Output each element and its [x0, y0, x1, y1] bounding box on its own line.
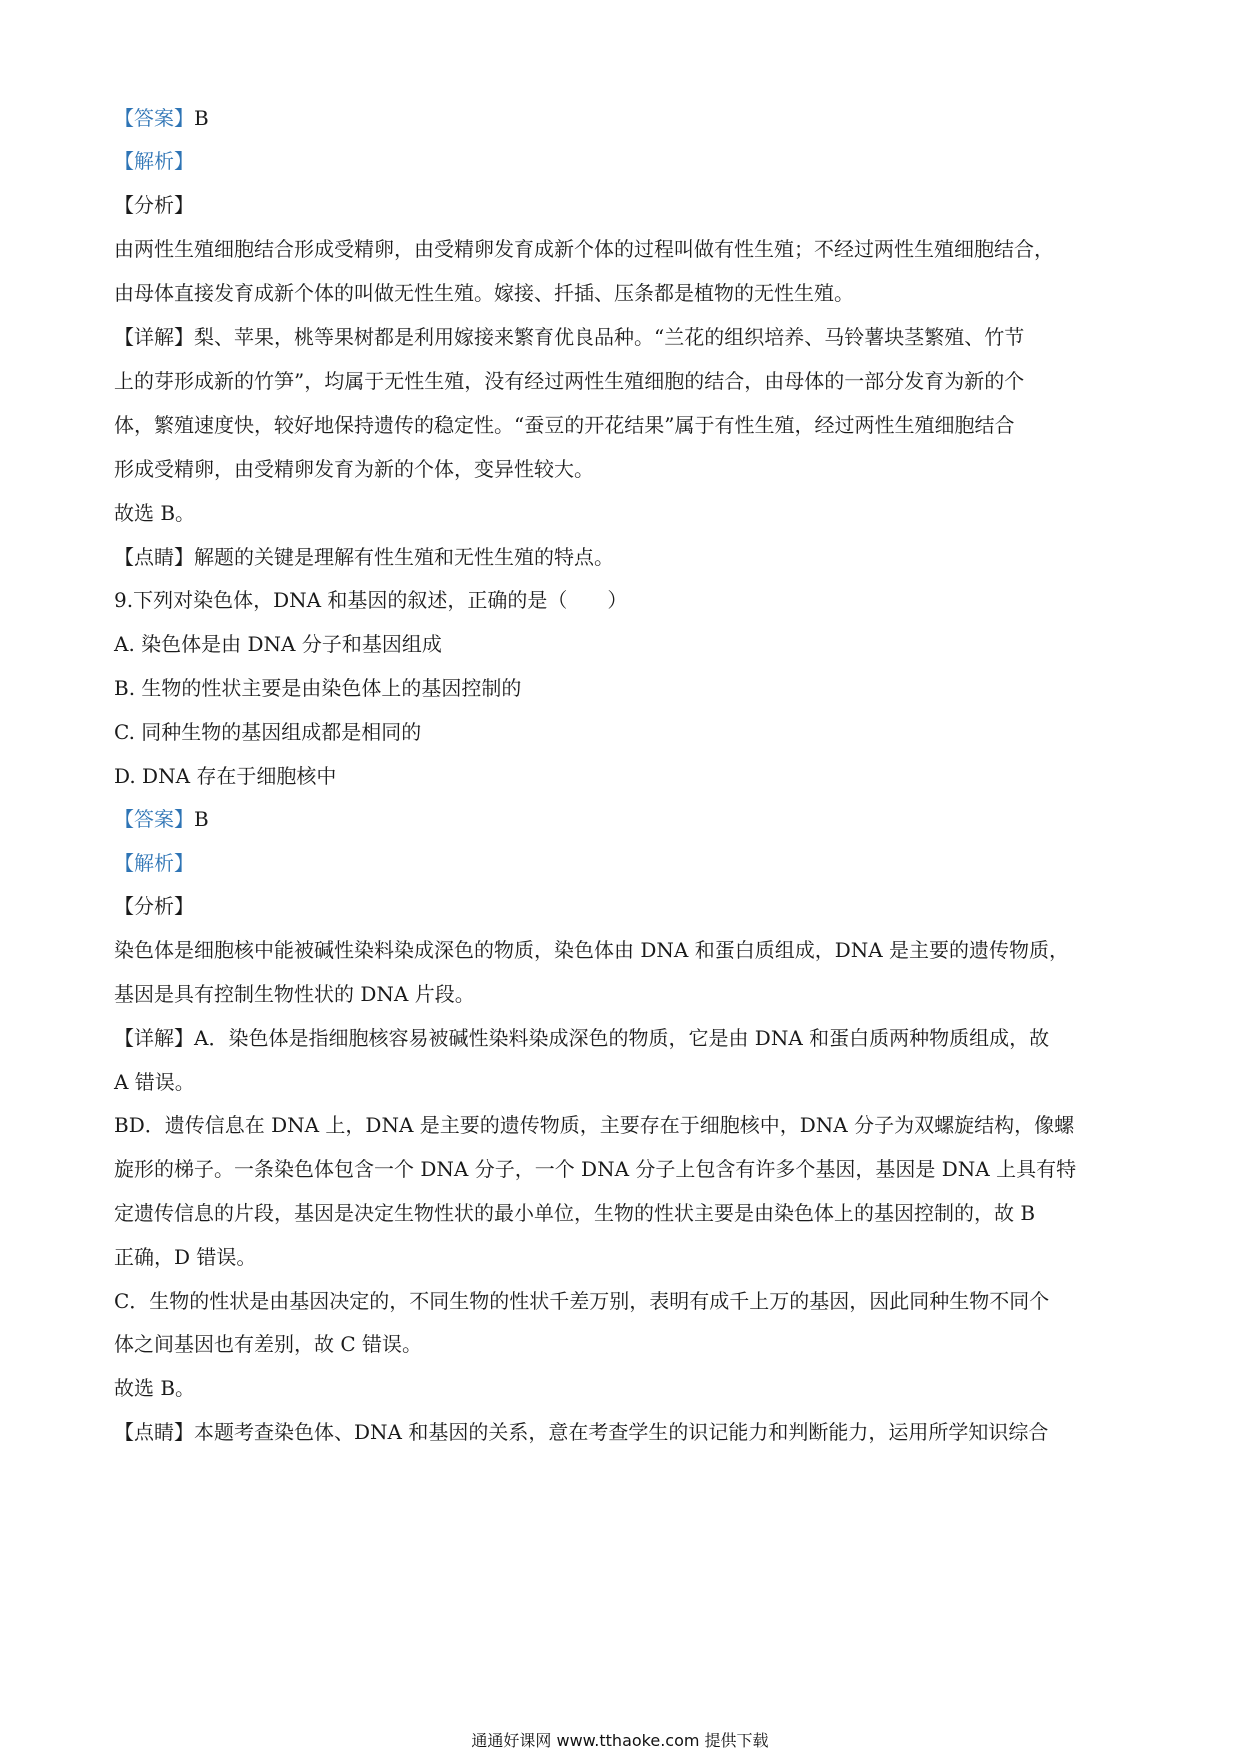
comment-text: 解题的关键是理解有性生殖和无性生殖的特点。	[194, 545, 614, 569]
option-b: B. 生物的性状主要是由染色体上的基因控制的	[114, 676, 522, 700]
detail-line	[114, 1014, 1134, 1063]
fenxi-tag: 【分析】	[114, 894, 194, 918]
choose-line: 故选 B。	[114, 1376, 196, 1400]
option-d: D. DNA 存在于细胞核中	[114, 764, 337, 788]
detail-line: 体之间基因也有差别，故 C 错误。	[114, 1332, 423, 1356]
fenxi-line: 由母体直接发育成新个体的叫做无性生殖。嫁接、扦插、压条都是植物的无性生殖。	[114, 281, 854, 305]
answer-value: B	[194, 106, 209, 130]
detail-tag: 【详解】	[114, 325, 194, 349]
analysis-tag: 【解析】	[114, 851, 194, 875]
comment-text: 本题考查染色体、DNA 和基因的关系，意在考查学生的识记能力和判断能力，运用所学知识综合	[194, 1420, 1049, 1444]
answer-value: B	[194, 807, 209, 831]
comment-line	[114, 1408, 1134, 1457]
detail-line: 上的芽形成新的竹笋”，均属于无性生殖，没有经过两性生殖细胞的结合，由母体的一部分发育为新的个	[114, 369, 1025, 393]
answer-line	[114, 94, 1134, 143]
comment-line	[114, 533, 1134, 582]
detail-tag: 【详解】	[114, 1026, 194, 1050]
answer-tag: 【答案】	[114, 106, 194, 130]
detail-text: 梨、苹果，桃等果树都是利用嫁接来繁育优良品种。“兰花的组织培养、马铃薯块茎繁殖、竹节	[194, 325, 1025, 349]
detail-line: 形成受精卵，由受精卵发育为新的个体，变异性较大。	[114, 457, 594, 481]
analysis-tag: 【解析】	[114, 149, 194, 173]
option-a: A. 染色体是由 DNA 分子和基因组成	[114, 632, 442, 656]
detail-text: A．染色体是指细胞核容易被碱性染料染成深色的物质，它是由 DNA 和蛋白质两种物质组成，故	[194, 1026, 1050, 1050]
fenxi-line: 基因是具有控制生物性状的 DNA 片段。	[114, 982, 475, 1006]
answer-tag: 【答案】	[114, 807, 194, 831]
fenxi-line: 由两性生殖细胞结合形成受精卵，由受精卵发育成新个体的过程叫做有性生殖；不经过两性生殖细胞结合，	[114, 237, 1054, 261]
option-c: C. 同种生物的基因组成都是相同的	[114, 720, 422, 744]
page-footer: 通通好课网 www.tthaoke.com 提供下载	[471, 1731, 769, 1750]
detail-line: 定遗传信息的片段，基因是决定生物性状的最小单位，生物的性状主要是由染色体上的基因控制的，故 B	[114, 1201, 1036, 1225]
comment-tag: 【点睛】	[114, 545, 194, 569]
fenxi-tag: 【分析】	[114, 193, 194, 217]
detail-line	[114, 313, 1134, 362]
detail-line: 旋形的梯子。一条染色体包含一个 DNA 分子，一个 DNA 分子上包含有许多个基因，基因是 DNA 上具有特	[114, 1157, 1077, 1181]
fenxi-line: 染色体是细胞核中能被碱性染料染成深色的物质，染色体由 DNA 和蛋白质组成，DNA 是主要的遗传物质，	[114, 938, 1070, 962]
choose-line: 故选 B。	[114, 501, 196, 525]
detail-line: C．生物的性状是由基因决定的，不同生物的性状千差万别，表明有成千上万的基因，因此同种生物不同个	[114, 1289, 1050, 1313]
detail-line: A 错误。	[114, 1070, 195, 1094]
question-stem: 9.下列对染色体，DNA 和基因的叙述，正确的是（ ）	[114, 588, 628, 612]
detail-line: 体，繁殖速度快，较好地保持遗传的稳定性。“蚕豆的开花结果”属于有性生殖，经过两性生殖细胞结合	[114, 413, 1015, 437]
detail-line: BD．遗传信息在 DNA 上，DNA 是主要的遗传物质，主要存在于细胞核中，DNA 分子为双螺旋结构，像螺	[114, 1113, 1075, 1137]
answer-line	[114, 795, 1134, 844]
detail-line: 正确，D 错误。	[114, 1245, 257, 1269]
comment-tag: 【点睛】	[114, 1420, 194, 1444]
